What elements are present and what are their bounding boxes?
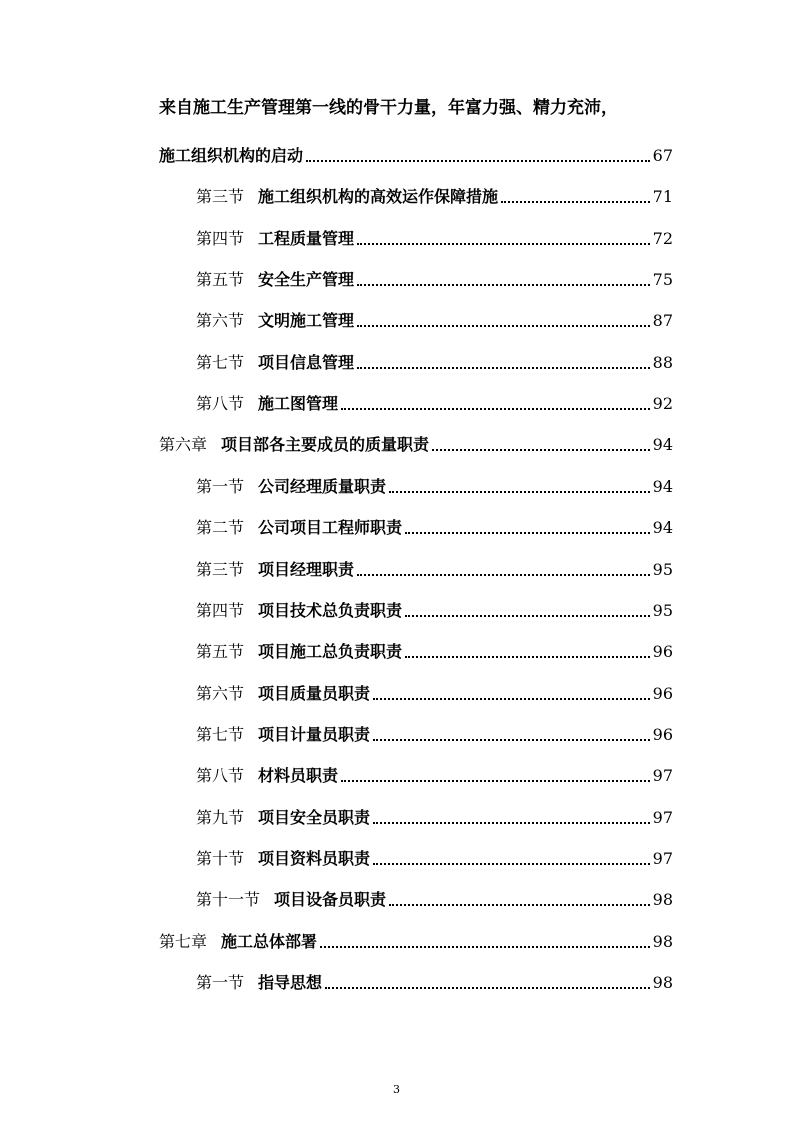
dot-leader <box>341 408 650 410</box>
dot-leader <box>501 201 650 203</box>
dot-leader <box>405 656 650 658</box>
toc-entry-page: 67 <box>652 146 673 165</box>
dot-leader <box>320 946 650 948</box>
dot-leader <box>389 904 650 906</box>
toc-entry-number: 第七节 <box>196 352 245 372</box>
toc-entry-title: 文明施工管理 <box>258 311 355 331</box>
toc-entry-page: 94 <box>652 518 673 538</box>
toc-entry-title: 施工图管理 <box>258 394 339 414</box>
toc-entry-page: 98 <box>652 973 673 992</box>
toc-entry[interactable] <box>196 265 673 291</box>
toc-entry[interactable] <box>196 761 673 787</box>
toc-entry-page: 98 <box>652 890 673 910</box>
toc-entry-number: 第六节 <box>196 311 245 331</box>
toc-entry-number: 第十一节 <box>196 890 261 910</box>
toc-entry-number: 第十节 <box>196 848 245 868</box>
toc-entry[interactable] <box>196 182 673 208</box>
toc-entry-number: 第四节 <box>196 600 245 620</box>
dot-leader <box>373 698 650 700</box>
toc-entry[interactable] <box>196 679 673 705</box>
toc-entry-title: 施工总体部署 <box>221 931 318 951</box>
toc-entry[interactable] <box>196 844 673 870</box>
toc-entry-page: 87 <box>652 311 673 331</box>
toc-entry[interactable] <box>196 389 673 415</box>
page-number: 3 <box>393 1083 400 1096</box>
toc-entry-title: 项目设备员职责 <box>274 890 387 910</box>
toc-entry[interactable] <box>196 555 673 581</box>
toc-entry-title: 项目资料员职责 <box>258 848 371 868</box>
toc-entry[interactable] <box>196 803 673 829</box>
toc-entry[interactable] <box>159 430 673 456</box>
toc-entry-page: 97 <box>652 766 673 786</box>
toc-entry-title: 项目信息管理 <box>258 352 355 372</box>
toc-entry-title: 项目质量员职责 <box>258 683 371 703</box>
dot-leader <box>373 863 650 865</box>
toc-entry-page: 95 <box>652 559 673 579</box>
toc-entry-number: 第四节 <box>196 228 245 248</box>
toc-entry-number: 第三节 <box>196 187 245 207</box>
toc-entry-title: 公司项目工程师职责 <box>258 518 403 538</box>
dot-leader <box>357 367 650 369</box>
toc-entry-title: 施工组织机构的启动 <box>159 146 304 165</box>
toc-entry-title: 指导思想 <box>258 973 323 992</box>
dot-leader <box>405 532 650 534</box>
toc-entry[interactable] <box>196 306 673 332</box>
toc-entry-page: 98 <box>652 931 673 951</box>
toc-entry-title: 项目部各主要成员的质量职责 <box>221 435 430 455</box>
dot-leader <box>357 574 650 576</box>
toc-entry[interactable] <box>196 885 673 911</box>
toc-entry-page: 75 <box>652 270 673 290</box>
toc-continuation-line: 来自施工生产管理第一线的骨干力量，年富力强、精力充沛， <box>159 98 618 118</box>
toc-entry[interactable] <box>196 472 673 498</box>
toc-entry-title: 项目经理职责 <box>258 559 355 579</box>
dot-leader <box>373 822 650 824</box>
toc-entry[interactable] <box>159 141 673 167</box>
toc-entry-title: 项目施工总负责职责 <box>258 642 403 662</box>
toc-entry-page: 96 <box>652 683 673 703</box>
toc-entry[interactable] <box>196 513 673 539</box>
toc-entry-number: 第三节 <box>196 559 245 579</box>
toc-entry[interactable] <box>196 968 673 994</box>
toc-entry-number: 第一节 <box>196 476 245 496</box>
dot-leader <box>357 325 650 327</box>
toc-entry-number: 第九节 <box>196 807 245 827</box>
toc-entry-number: 第八节 <box>196 394 245 414</box>
toc-entry-page: 97 <box>652 807 673 827</box>
dot-leader <box>357 243 650 245</box>
toc-entry-page: 96 <box>652 642 673 662</box>
toc-entry-number: 第七章 <box>159 931 208 951</box>
toc-entry-page: 96 <box>652 724 673 744</box>
toc-entry-page: 72 <box>652 228 673 248</box>
toc-entry-number: 第七节 <box>196 724 245 744</box>
toc-entry[interactable] <box>159 927 673 953</box>
toc-entry-page: 95 <box>652 600 673 620</box>
dot-leader <box>325 987 650 989</box>
dot-leader <box>306 160 650 162</box>
toc-entry[interactable] <box>196 224 673 250</box>
toc-entry-number: 第五节 <box>196 642 245 662</box>
toc-entry[interactable] <box>196 348 673 374</box>
toc-entry[interactable] <box>196 637 673 663</box>
dot-leader <box>357 284 650 286</box>
toc-entry-title: 工程质量管理 <box>258 228 355 248</box>
toc-entry-page: 94 <box>652 476 673 496</box>
toc-entry-page: 97 <box>652 848 673 868</box>
toc-entry-title: 施工组织机构的高效运作保障措施 <box>258 187 499 207</box>
toc-entry-title: 项目安全员职责 <box>258 807 371 827</box>
toc-entry-number: 第八节 <box>196 766 245 786</box>
toc-entry-title: 公司经理质量职责 <box>258 476 387 496</box>
dot-leader <box>373 739 650 741</box>
toc-entry-page: 92 <box>652 394 673 414</box>
dot-leader <box>341 780 650 782</box>
toc-entry-title: 项目技术总负责职责 <box>258 600 403 620</box>
toc-entry-title: 项目计量员职责 <box>258 724 371 744</box>
toc-entry-number: 第六章 <box>159 435 208 455</box>
toc-entry-page: 71 <box>652 187 673 207</box>
toc-entry-title: 安全生产管理 <box>258 270 355 290</box>
toc-entry-page: 94 <box>652 435 673 455</box>
toc-entry-number: 第六节 <box>196 683 245 703</box>
dot-leader <box>389 491 650 493</box>
toc-entry-page: 88 <box>652 352 673 372</box>
toc-entry-number: 第二节 <box>196 518 245 538</box>
toc-entry-number: 第五节 <box>196 270 245 290</box>
dot-leader <box>405 615 650 617</box>
toc-entry[interactable] <box>196 720 673 746</box>
dot-leader <box>432 449 650 451</box>
toc-entry[interactable] <box>196 596 673 622</box>
toc-entry-number: 第一节 <box>196 973 245 992</box>
toc-entry-title: 材料员职责 <box>258 766 339 786</box>
